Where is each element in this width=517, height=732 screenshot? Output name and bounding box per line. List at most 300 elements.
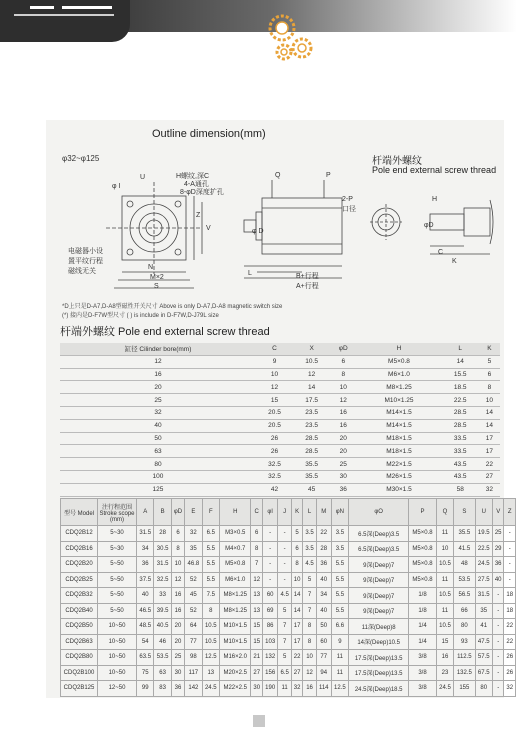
table-header: 缸径 Cilinder bore(mm) — [60, 343, 256, 355]
table-cell: 32.5 — [256, 470, 293, 483]
table-cell: 5.5 — [202, 541, 219, 557]
table-cell: M26×1.5 — [356, 470, 441, 483]
table-cell: 40 — [60, 419, 256, 432]
table-cell: 32 — [479, 483, 500, 496]
outline-label: N — [148, 264, 154, 271]
table-row — [60, 394, 500, 407]
table-cell: 19.5 — [475, 526, 492, 542]
table-cell: M5×0.8 — [220, 557, 251, 573]
switch-note-2: (*) 接内是D-F7W型尺寸 ( ) is include in D-F7W,D-J79L size — [62, 313, 219, 319]
table-cell: M30×1.5 — [356, 483, 441, 496]
table-cell: M10×1.5 — [220, 619, 251, 635]
table-cell: 5 — [291, 526, 302, 542]
table-cell: 8 — [330, 368, 356, 381]
table-cell: 5.5 — [331, 588, 348, 604]
table-cell: 155 — [454, 681, 475, 697]
table-cell: M14×1.5 — [356, 406, 441, 419]
table-cell: 86 — [262, 619, 277, 635]
table-cell: 5~50 — [98, 557, 137, 573]
table-cell: 11 — [331, 665, 348, 681]
table-header: B — [154, 499, 171, 526]
table-cell: 12~50 — [98, 681, 137, 697]
table-cell: M8×1.25 — [356, 381, 441, 394]
table-cell: 28.5 — [442, 419, 479, 432]
table-cell: 22 — [479, 458, 500, 471]
table-cell: 10~50 — [98, 665, 137, 681]
table-cell: 42 — [256, 483, 293, 496]
table-row — [61, 681, 516, 697]
table-cell: CDQ2B100 — [61, 665, 98, 681]
table-cell: M5×0.8 — [409, 526, 437, 542]
table-cell: 40 — [316, 603, 331, 619]
table-cell: 16 — [171, 603, 184, 619]
table-cell: 53.5 — [454, 572, 475, 588]
table-cell: 114 — [316, 681, 331, 697]
table-row — [61, 665, 516, 681]
table-cell: 60 — [262, 588, 277, 604]
table-cell: 7 — [278, 619, 291, 635]
table-cell: 14 — [479, 406, 500, 419]
table-cell: CDQ2B20 — [61, 557, 98, 573]
switch-note-label: 电磁器小设 置平纹行程 磁线无关 — [68, 248, 103, 275]
table-cell: 11深(Deep)8 — [349, 619, 409, 635]
table-header: M — [316, 499, 331, 526]
table-cell: 9深(Deep)7 — [349, 588, 409, 604]
table-row — [61, 650, 516, 666]
table-cell: 156 — [262, 665, 277, 681]
table-cell: 8 — [171, 541, 184, 557]
table-cell: 10.5 — [202, 634, 219, 650]
table-cell: 11 — [436, 603, 453, 619]
table-cell: 10~50 — [98, 634, 137, 650]
table-cell: 37.5 — [137, 572, 154, 588]
table-cell: 25 — [171, 650, 184, 666]
header-line — [30, 6, 54, 9]
table-cell: 112.5 — [454, 650, 475, 666]
table-cell: 6 — [251, 526, 262, 542]
table-cell: 13 — [251, 588, 262, 604]
table-cell: 32 — [504, 681, 516, 697]
outline-label: 口径 — [342, 206, 356, 213]
table-cell: 30 — [330, 470, 356, 483]
table-header: K — [479, 343, 500, 355]
table-cell: 142 — [185, 681, 202, 697]
table-cell: 41 — [475, 619, 492, 635]
table-cell: 26 — [504, 650, 516, 666]
table-cell: 34 — [137, 541, 154, 557]
table-cell: M4×0.7 — [220, 541, 251, 557]
table-cell: 53.5 — [154, 650, 171, 666]
table-cell: - — [262, 572, 277, 588]
table-cell: M16×2.0 — [220, 650, 251, 666]
table-cell: 26 — [256, 445, 293, 458]
table-header: H — [356, 343, 441, 355]
table-cell: 7 — [303, 603, 316, 619]
table-cell: 6 — [330, 355, 356, 368]
outline-label: P — [326, 172, 331, 179]
table-cell: - — [504, 526, 516, 542]
table-header: K — [291, 499, 302, 526]
table-cell: 1/8 — [409, 588, 437, 604]
table-cell: - — [504, 557, 516, 573]
table-cell: 15 — [251, 634, 262, 650]
table-cell: 10 — [171, 557, 184, 573]
table-cell: 80 — [475, 681, 492, 697]
table-cell: 80 — [454, 619, 475, 635]
table-cell: 4.5 — [303, 557, 316, 573]
table-cell: 32.5 — [154, 572, 171, 588]
table-cell: 9 — [256, 355, 293, 368]
outline-label: B+行程 — [296, 273, 319, 280]
table-cell: 46 — [154, 634, 171, 650]
table-cell: 12 — [303, 665, 316, 681]
table-cell: 18 — [504, 603, 516, 619]
table-cell: - — [492, 665, 503, 681]
table-cell: 77 — [316, 650, 331, 666]
table-cell: M18×1.5 — [356, 432, 441, 445]
table-row — [61, 557, 516, 573]
table-cell: 7 — [251, 557, 262, 573]
table-cell: 3.5 — [303, 526, 316, 542]
table-cell: 32 — [185, 526, 202, 542]
table-cell: 11 — [436, 526, 453, 542]
table-row — [60, 432, 500, 445]
table-cell: 69 — [262, 603, 277, 619]
table-cell: - — [492, 603, 503, 619]
table-cell: 125 — [60, 483, 256, 496]
table-header: φO — [349, 499, 409, 526]
table-cell: 26 — [504, 665, 516, 681]
table-cell: 10.5 — [293, 355, 330, 368]
table-cell: 10 — [436, 541, 453, 557]
table-header: U — [475, 499, 492, 526]
table-cell: 43.5 — [442, 458, 479, 471]
table-cell: - — [278, 572, 291, 588]
table-cell: 17.5 — [293, 394, 330, 407]
table-row — [60, 419, 500, 432]
table-cell: 16 — [330, 406, 356, 419]
table-cell: 54 — [137, 634, 154, 650]
header-line — [62, 6, 112, 9]
table-cell: 14 — [291, 588, 302, 604]
page-marker — [253, 715, 265, 727]
table-cell: 40 — [137, 588, 154, 604]
table-row — [61, 526, 516, 542]
table-cell: 5~50 — [98, 603, 137, 619]
table-cell: 32 — [291, 681, 302, 697]
table-cell: M3×0.5 — [220, 526, 251, 542]
table-cell: CDQ2B50 — [61, 619, 98, 635]
table-cell: 22 — [504, 619, 516, 635]
table-row — [60, 368, 500, 381]
table-cell: 3/8 — [409, 650, 437, 666]
table-cell: 16 — [436, 650, 453, 666]
table-cell: 16 — [171, 588, 184, 604]
table-cell: 20.5 — [256, 406, 293, 419]
table-header: A — [137, 499, 154, 526]
table-cell: 3.5 — [303, 541, 316, 557]
table-cell: - — [262, 557, 277, 573]
outline-label: 4-A通孔 — [184, 181, 209, 188]
table-cell: 5 — [278, 603, 291, 619]
table-cell: 63 — [60, 445, 256, 458]
table-cell: 20 — [330, 432, 356, 445]
table-row — [61, 541, 516, 557]
table-cell: 5~50 — [98, 588, 137, 604]
table-cell: 20 — [60, 381, 256, 394]
table-cell: 40.5 — [154, 619, 171, 635]
table-cell: - — [492, 650, 503, 666]
table-cell: 93 — [454, 634, 475, 650]
table-cell: 12 — [251, 572, 262, 588]
table-cell: 13 — [202, 665, 219, 681]
table-cell: 24.5 — [202, 681, 219, 697]
table-cell: 27 — [251, 665, 262, 681]
table-cell: - — [278, 526, 291, 542]
table-row — [61, 588, 516, 604]
table-cell: 98 — [185, 650, 202, 666]
table-cell: 67.5 — [475, 665, 492, 681]
table-cell: M5×0.8 — [356, 355, 441, 368]
table-cell: 6 — [479, 368, 500, 381]
table-header: C — [251, 499, 262, 526]
table-cell: 48.5 — [137, 619, 154, 635]
table-cell: 31.5 — [154, 557, 171, 573]
table-cell: 35 — [185, 541, 202, 557]
table-cell: 45 — [293, 483, 330, 496]
table-cell: 80 — [60, 458, 256, 471]
table-cell: 6.5 — [278, 665, 291, 681]
table-cell: 45 — [185, 588, 202, 604]
table-cell: 83 — [154, 681, 171, 697]
table-cell: 3.5 — [331, 541, 348, 557]
table-cell: 33.5 — [442, 432, 479, 445]
table-cell: 10.5 — [436, 619, 453, 635]
table-cell: CDQ2B12 — [61, 526, 98, 542]
table-cell: 9深(Deep)7 — [349, 557, 409, 573]
table-header: J — [278, 499, 291, 526]
table-cell: 11 — [436, 572, 453, 588]
table-cell: - — [262, 526, 277, 542]
table-header: F — [202, 499, 219, 526]
table-cell: 103 — [262, 634, 277, 650]
table-cell: 5 — [303, 572, 316, 588]
gear-icon — [262, 6, 332, 66]
rod-label: φD — [424, 222, 434, 229]
table-cell: CDQ2B125 — [61, 681, 98, 697]
table-cell: 14 — [442, 355, 479, 368]
table-row — [61, 603, 516, 619]
table-cell: 8 — [251, 541, 262, 557]
table-cell: CDQ2B40 — [61, 603, 98, 619]
table-cell: 63 — [154, 665, 171, 681]
table-cell: 3.5 — [331, 526, 348, 542]
table-cell: 36 — [330, 483, 356, 496]
table-cell: 117 — [185, 665, 202, 681]
table-header: L — [303, 499, 316, 526]
table-cell: 6.6 — [331, 619, 348, 635]
table-cell: 28 — [154, 526, 171, 542]
rod-label: H — [432, 196, 438, 203]
table-cell: 5.5 — [331, 557, 348, 573]
table-cell: 28.5 — [293, 445, 330, 458]
table-cell: 17.5深(Deep)13.5 — [349, 650, 409, 666]
table-cell: 5~30 — [98, 526, 137, 542]
table-cell: 41.5 — [454, 541, 475, 557]
table-cell: 18 — [504, 588, 516, 604]
table-cell: 12.5 — [331, 681, 348, 697]
table-cell: 25 — [330, 458, 356, 471]
rod-label: K — [452, 258, 457, 265]
table-cell: - — [492, 619, 503, 635]
table-cell: 8 — [303, 619, 316, 635]
table-cell: 14 — [291, 603, 302, 619]
table-cell: 5~50 — [98, 572, 137, 588]
table-cell: - — [492, 681, 503, 697]
outline-label: S — [154, 283, 159, 290]
outline-label: A+行程 — [296, 283, 319, 290]
outline-label: φ D — [252, 228, 264, 235]
table-row — [61, 619, 516, 635]
table-cell: 190 — [262, 681, 277, 697]
table-cell: 6.5深(Deep)3.5 — [349, 541, 409, 557]
table-cell: 36 — [171, 681, 184, 697]
table-cell: 5 — [278, 650, 291, 666]
table-cell: CDQ2B16 — [61, 541, 98, 557]
table-cell: 35 — [475, 603, 492, 619]
table-cell: 5~30 — [98, 541, 137, 557]
dimension-table — [60, 498, 516, 697]
table-header: X — [293, 343, 330, 355]
table-cell: 52 — [185, 572, 202, 588]
table-cell: 6.5 — [202, 526, 219, 542]
table-cell: 22.5 — [475, 541, 492, 557]
table-cell: 5.5 — [331, 572, 348, 588]
table-cell: 6.5深(Deep)3.5 — [349, 526, 409, 542]
table-cell: 10~50 — [98, 650, 137, 666]
table-cell: 94 — [316, 665, 331, 681]
table-cell: 27 — [291, 665, 302, 681]
table-cell: 75 — [137, 665, 154, 681]
table-cell: 15.5 — [442, 368, 479, 381]
table-row — [60, 406, 500, 419]
table-row — [60, 470, 500, 483]
table-cell: 46.8 — [185, 557, 202, 573]
table-cell: 5.5 — [202, 572, 219, 588]
table-cell: CDQ2B63 — [61, 634, 98, 650]
table-cell: 36 — [316, 557, 331, 573]
table-cell: 10.5 — [436, 588, 453, 604]
table-cell: 10 — [330, 381, 356, 394]
outline-title: Outline dimension(mm) — [152, 128, 266, 140]
table-cell: 25 — [492, 526, 503, 542]
table-cell: 36 — [137, 557, 154, 573]
table-cell: 33.5 — [442, 445, 479, 458]
table-cell: 10 — [479, 394, 500, 407]
table-cell: CDQ2B32 — [61, 588, 98, 604]
table-cell: 10~50 — [98, 619, 137, 635]
table-cell: 27.5 — [475, 572, 492, 588]
table-cell: 8 — [202, 603, 219, 619]
table-cell: 20 — [171, 619, 184, 635]
table-row — [60, 355, 500, 368]
table-cell: 48 — [454, 557, 475, 573]
table-cell: - — [492, 588, 503, 604]
table-cell: 14深(Deep)10.5 — [349, 634, 409, 650]
outline-label: H螺纹,深C — [176, 173, 210, 180]
table-cell: 24.5深(Deep)18.5 — [349, 681, 409, 697]
table-cell: 20 — [171, 634, 184, 650]
table-header: 型号 Model — [61, 499, 98, 526]
table-cell: 29 — [492, 541, 503, 557]
table-cell: 17 — [291, 619, 302, 635]
table-cell: 28 — [316, 541, 331, 557]
table-cell: 9深(Deep)7 — [349, 572, 409, 588]
outline-label: 2-P — [342, 196, 353, 203]
table-cell: 9 — [331, 634, 348, 650]
table-cell: 58 — [442, 483, 479, 496]
table-header: C — [256, 343, 293, 355]
table-cell: 10 — [256, 368, 293, 381]
table-cell: 1/4 — [409, 619, 437, 635]
table-cell: 17 — [291, 634, 302, 650]
table-header: L — [442, 343, 479, 355]
table-cell: 24.5 — [475, 557, 492, 573]
table-cell: 1/4 — [409, 634, 437, 650]
bore-range-label: φ32~φ125 — [62, 154, 100, 163]
table-cell: 4.5 — [278, 588, 291, 604]
table-cell: 33 — [154, 588, 171, 604]
table-row — [61, 634, 516, 650]
table-cell: M5×0.8 — [409, 572, 437, 588]
table-header: Z — [504, 499, 516, 526]
table-cell: 30 — [171, 665, 184, 681]
switch-note-1: *D上只是D-A7,D-A8型磁性开关尺寸 Above is only D-A7,D-A8 magnetic switch size — [62, 304, 283, 310]
table-cell: 32 — [60, 406, 256, 419]
outline-label: L — [248, 270, 252, 277]
table-header: Q — [436, 499, 453, 526]
table-cell: M5×0.8 — [409, 541, 437, 557]
table-cell: 22 — [316, 526, 331, 542]
table-cell: 22.5 — [442, 394, 479, 407]
table-cell: 5 — [479, 355, 500, 368]
table-cell: 43.5 — [442, 470, 479, 483]
table-cell: 15 — [256, 394, 293, 407]
table-cell: 16 — [60, 368, 256, 381]
table-cell: 7 — [278, 634, 291, 650]
table-cell: 17.5深(Deep)13.5 — [349, 665, 409, 681]
table-cell: 6 — [291, 541, 302, 557]
table-cell: 10.5 — [436, 557, 453, 573]
table-cell: - — [262, 541, 277, 557]
table-cell: 17 — [479, 445, 500, 458]
table-header: φD — [330, 343, 356, 355]
table-cell: 21 — [251, 650, 262, 666]
table-cell: 60 — [316, 634, 331, 650]
table-cell: 25 — [60, 394, 256, 407]
table-cell: 14 — [293, 381, 330, 394]
table-cell: 8 — [479, 381, 500, 394]
table-cell: 39.5 — [154, 603, 171, 619]
table-cell: 32.5 — [256, 458, 293, 471]
table-row — [60, 483, 500, 496]
outline-label: 8-φD深度扩孔 — [180, 189, 224, 196]
table-cell: 10 — [303, 650, 316, 666]
table-cell: 10.5 — [202, 619, 219, 635]
table-cell: 22 — [504, 634, 516, 650]
table-cell: CDQ2B80 — [61, 650, 98, 666]
table-cell: 36 — [492, 557, 503, 573]
